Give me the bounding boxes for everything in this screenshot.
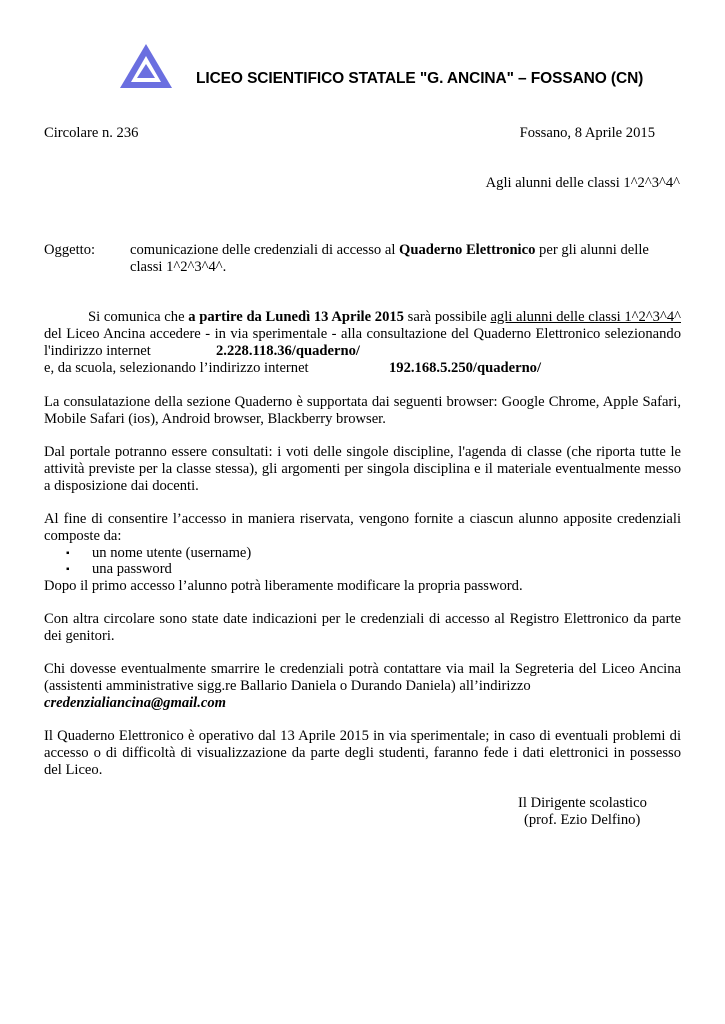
recipients: Agli alunni delle classi 1^2^3^4^ [485,175,680,191]
recipients-underlined: agli alunni delle classi 1^2^3^4^ [490,309,681,325]
place-date: Fossano, 8 Aprile 2015 [519,125,655,141]
para4-line-1: Al fine di consentire l’accesso in maniera riservata, vengono fornite a ciascun alunno apposite credenziali [44,511,681,527]
internet-address-school: 192.168.5.250/quaderno/ [389,360,542,376]
para2-line-2: Mobile Safari (ios), Android browser, Blackberry browser. [44,411,386,427]
school-name: LICEO SCIENTIFICO STATALE "G. ANCINA" – FOSSANO (CN) [196,70,644,87]
para7-line-2: accesso o di difficoltà di visualizzazione da parte degli studenti, faranno fede i dati elettronici in possesso [44,745,681,761]
subject-label: Oggetto: [44,242,96,258]
para1-line-3: l'indirizzo internet [44,343,151,359]
subject-line-1: comunicazione delle credenziali di accesso al Quaderno Elettronico per gli alunni delle [130,242,649,258]
school-logo-icon [118,42,174,90]
para6-line-1: Chi dovesse eventualmente smarrire le credenziali potrà contattare via mail la Segreteria del Liceo Ancina [44,661,681,677]
para2-line-1: La consulatazione della sezione Quaderno è supportata dai seguenti browser: Google Chrome, Apple Safari, [44,394,681,410]
para4-line-3: Dopo il primo accesso l’alunno potrà liberamente modificare la propria password. [44,578,523,594]
para1-line-2: del Liceo Ancina accedere - in via sperimentale - alla consultazione del Quaderno Elettronico selezionando [44,326,681,342]
para1-line-1: Si comunica che a partire da Lunedì 13 Aprile 2015 sarà possibile agli alunni delle classi 1^2^3^4^ [88,309,681,325]
bullet-icon: ▪ [66,548,70,559]
para1-line-4: e, da scuola, selezionando l’indirizzo internet [44,360,309,376]
contact-email[interactable]: credenzialiancina@gmail.com [44,695,226,711]
para4-line-2: composte da: [44,528,122,544]
internet-address-external: 2.228.118.36/quaderno/ [216,343,360,359]
para6-line-2: (assistenti amministrative sigg.re Ballario Daniela o Durando Daniela) all’indirizzo [44,678,531,694]
para3-line-1: Dal portale potranno essere consultati: i voti delle singole discipline, l'agenda di classe (che riporta tutte le [44,444,681,460]
para5-line-2: dei genitori. [44,628,115,644]
bullet-icon: ▪ [66,564,70,575]
para7-line-1: Il Quaderno Elettronico è operativo dal 13 Aprile 2015 in via sperimentale; in caso di eventuali problemi di [44,728,681,744]
list-item: ▪ una password [66,561,172,577]
para5-line-1: Con altra circolare sono state date indicazioni per le credenziali di accesso al Registro Elettronico da parte [44,611,681,627]
list-item: ▪ un nome utente (username) [66,545,252,561]
subject-bold: Quaderno Elettronico [399,242,536,258]
signature-name: (prof. Ezio Delfino) [524,812,641,828]
para3-line-2: attività previste per la classe stessa), gli argomenti per singola disciplina e il materiale eventualmente messo [44,461,681,477]
para3-line-3: a disposizione dai docenti. [44,478,199,494]
circolare-number: Circolare n. 236 [44,125,139,141]
para7-line-3: del Liceo. [44,762,103,778]
subject-line-2: classi 1^2^3^4^. [130,259,227,275]
signature-title: Il Dirigente scolastico [518,795,647,811]
